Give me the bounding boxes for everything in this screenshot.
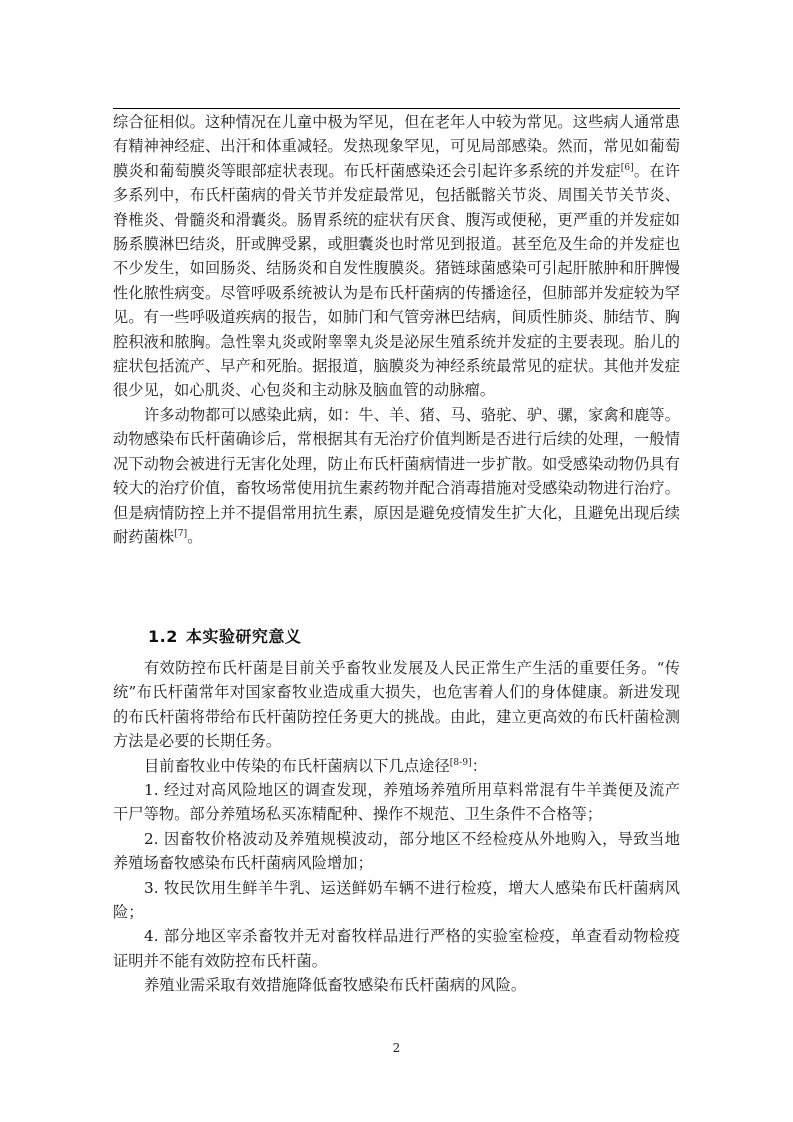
paragraph-text: 。 <box>187 527 203 546</box>
section-1-1-continuation <box>113 110 680 549</box>
citation: [6] <box>620 162 634 173</box>
list-item: 4. 部分地区宰杀畜牧并无对畜牧样品进行严格的实验室检疫，单查看动物检疫证明并不能有效防控布氏杆菌。 <box>113 927 680 970</box>
paragraph-text: 目前畜牧业中传染的布氏杆菌病以下几点途径 <box>144 756 450 775</box>
list-item: 1. 经过对高风险地区的调查发现，养殖场养殖所用草料常混有牛羊粪便及流产干尸等物。部分养殖场私买冻精配种、操作不规范、卫生条件不合格等； <box>113 781 680 824</box>
paragraph-text: 许多动物都可以感染此病，如：牛、羊、猪、马、骆驼、驴、骡，家禽和鹿等。动物感染布氏杆菌确诊后，常根据其有无治疗价值判断是否进行后续的处理，一般情况下动物会被进行无害化处理，防止布氏杆菌病情进一步扩散。如受感染动物仍具有较大的治疗价值，畜牧场常使用抗生素药物并配合消毒措施对受感染动物进行治疗。但是病情防控上并不提倡常用抗生素，原因是避免疫情发生扩大化，且避免出现后续耐药菌株 <box>113 405 680 546</box>
paragraph-conclusion: 养殖业需采取有效措施降低畜牧感染布氏杆菌病的风险。 <box>144 976 527 995</box>
section-number: 1.2 <box>148 627 178 646</box>
page-number: 2 <box>392 1041 401 1055</box>
header-rule <box>113 108 680 109</box>
paragraph-text: 综合征相似。这种情况在儿童中极为罕见，但在老年人中较为常见。这些病人通常患有精神神经症、出汗和体重减轻。发热现象罕见，可见局部感染。然而，常见如葡萄膜炎和葡萄膜炎等眼部症状表现。布氏杆菌感染还会引起许多系统的并发症 <box>113 113 680 180</box>
paragraph-complications <box>113 110 680 403</box>
citation: [8-9] <box>449 757 472 768</box>
paragraph-animals <box>113 403 680 549</box>
citation: [7] <box>174 528 188 539</box>
list-item: 3. 牧民饮用生鲜羊牛乳、运送鲜奶车辆不进行检疫，增大人感染布氏杆菌病风险； <box>113 878 680 922</box>
section-1-2-body <box>113 656 680 998</box>
section-heading <box>148 624 301 647</box>
paragraph-significance: 有效防控布氏杆菌是目前关乎畜牧业发展及人民正常生产生活的重要任务。“传统”布氏杆菌常年对国家畜牧业造成重大损失，也危害着人们的身体健康。新进发现的布氏杆菌将带给布氏杆菌防控任务更大的挑战。由此，建立更高效的布氏杆菌检测方法是必要的长期任务。 <box>113 659 680 751</box>
paragraph-text: ： <box>471 756 488 775</box>
section-title: 本实验研究意义 <box>185 627 302 646</box>
list-item: 2. 因畜牧价格波动及养殖规模波动，部分地区不经检疫从外地购入，导致当地养殖场畜牧感染布氏杆菌病风险增加； <box>113 829 680 873</box>
paragraph-text: 。在许多系列中，布氏杆菌病的骨关节并发症最常见，包括骶髂关节炎、周围关节关节炎、脊椎炎、骨髓炎和滑囊炎。肠胃系统的症状有厌食、腹泻或便秘，更严重的并发症如肠系膜淋巴结炎，肝或脾受累，或胆囊炎也时常见到报道。甚至危及生命的并发症也不少发生，如回肠炎、结肠炎和自发性腹膜炎。猪链球菌感染可引起肝脓肿和肝脾慢性化脓性病变。尽管呼吸系统被认为是布氏杆菌病的传播途径，但肺部并发症较为罕见。有一些呼吸道疾病的报告，如肺门和气管旁淋巴结病，间质性肺炎、肺结节、胸腔积液和脓胸。急性睾丸炎或附睾睾丸炎是泌尿生殖系统并发症的主要表现。胎儿的症状包括流产、早产和死胎。据报道，脑膜炎为神经系统最常见的症状。其他并发症很少见，如心肌炎、心包炎和主动脉及脑血管的动脉瘤。 <box>113 161 680 400</box>
paragraph-routes-intro <box>113 754 680 778</box>
